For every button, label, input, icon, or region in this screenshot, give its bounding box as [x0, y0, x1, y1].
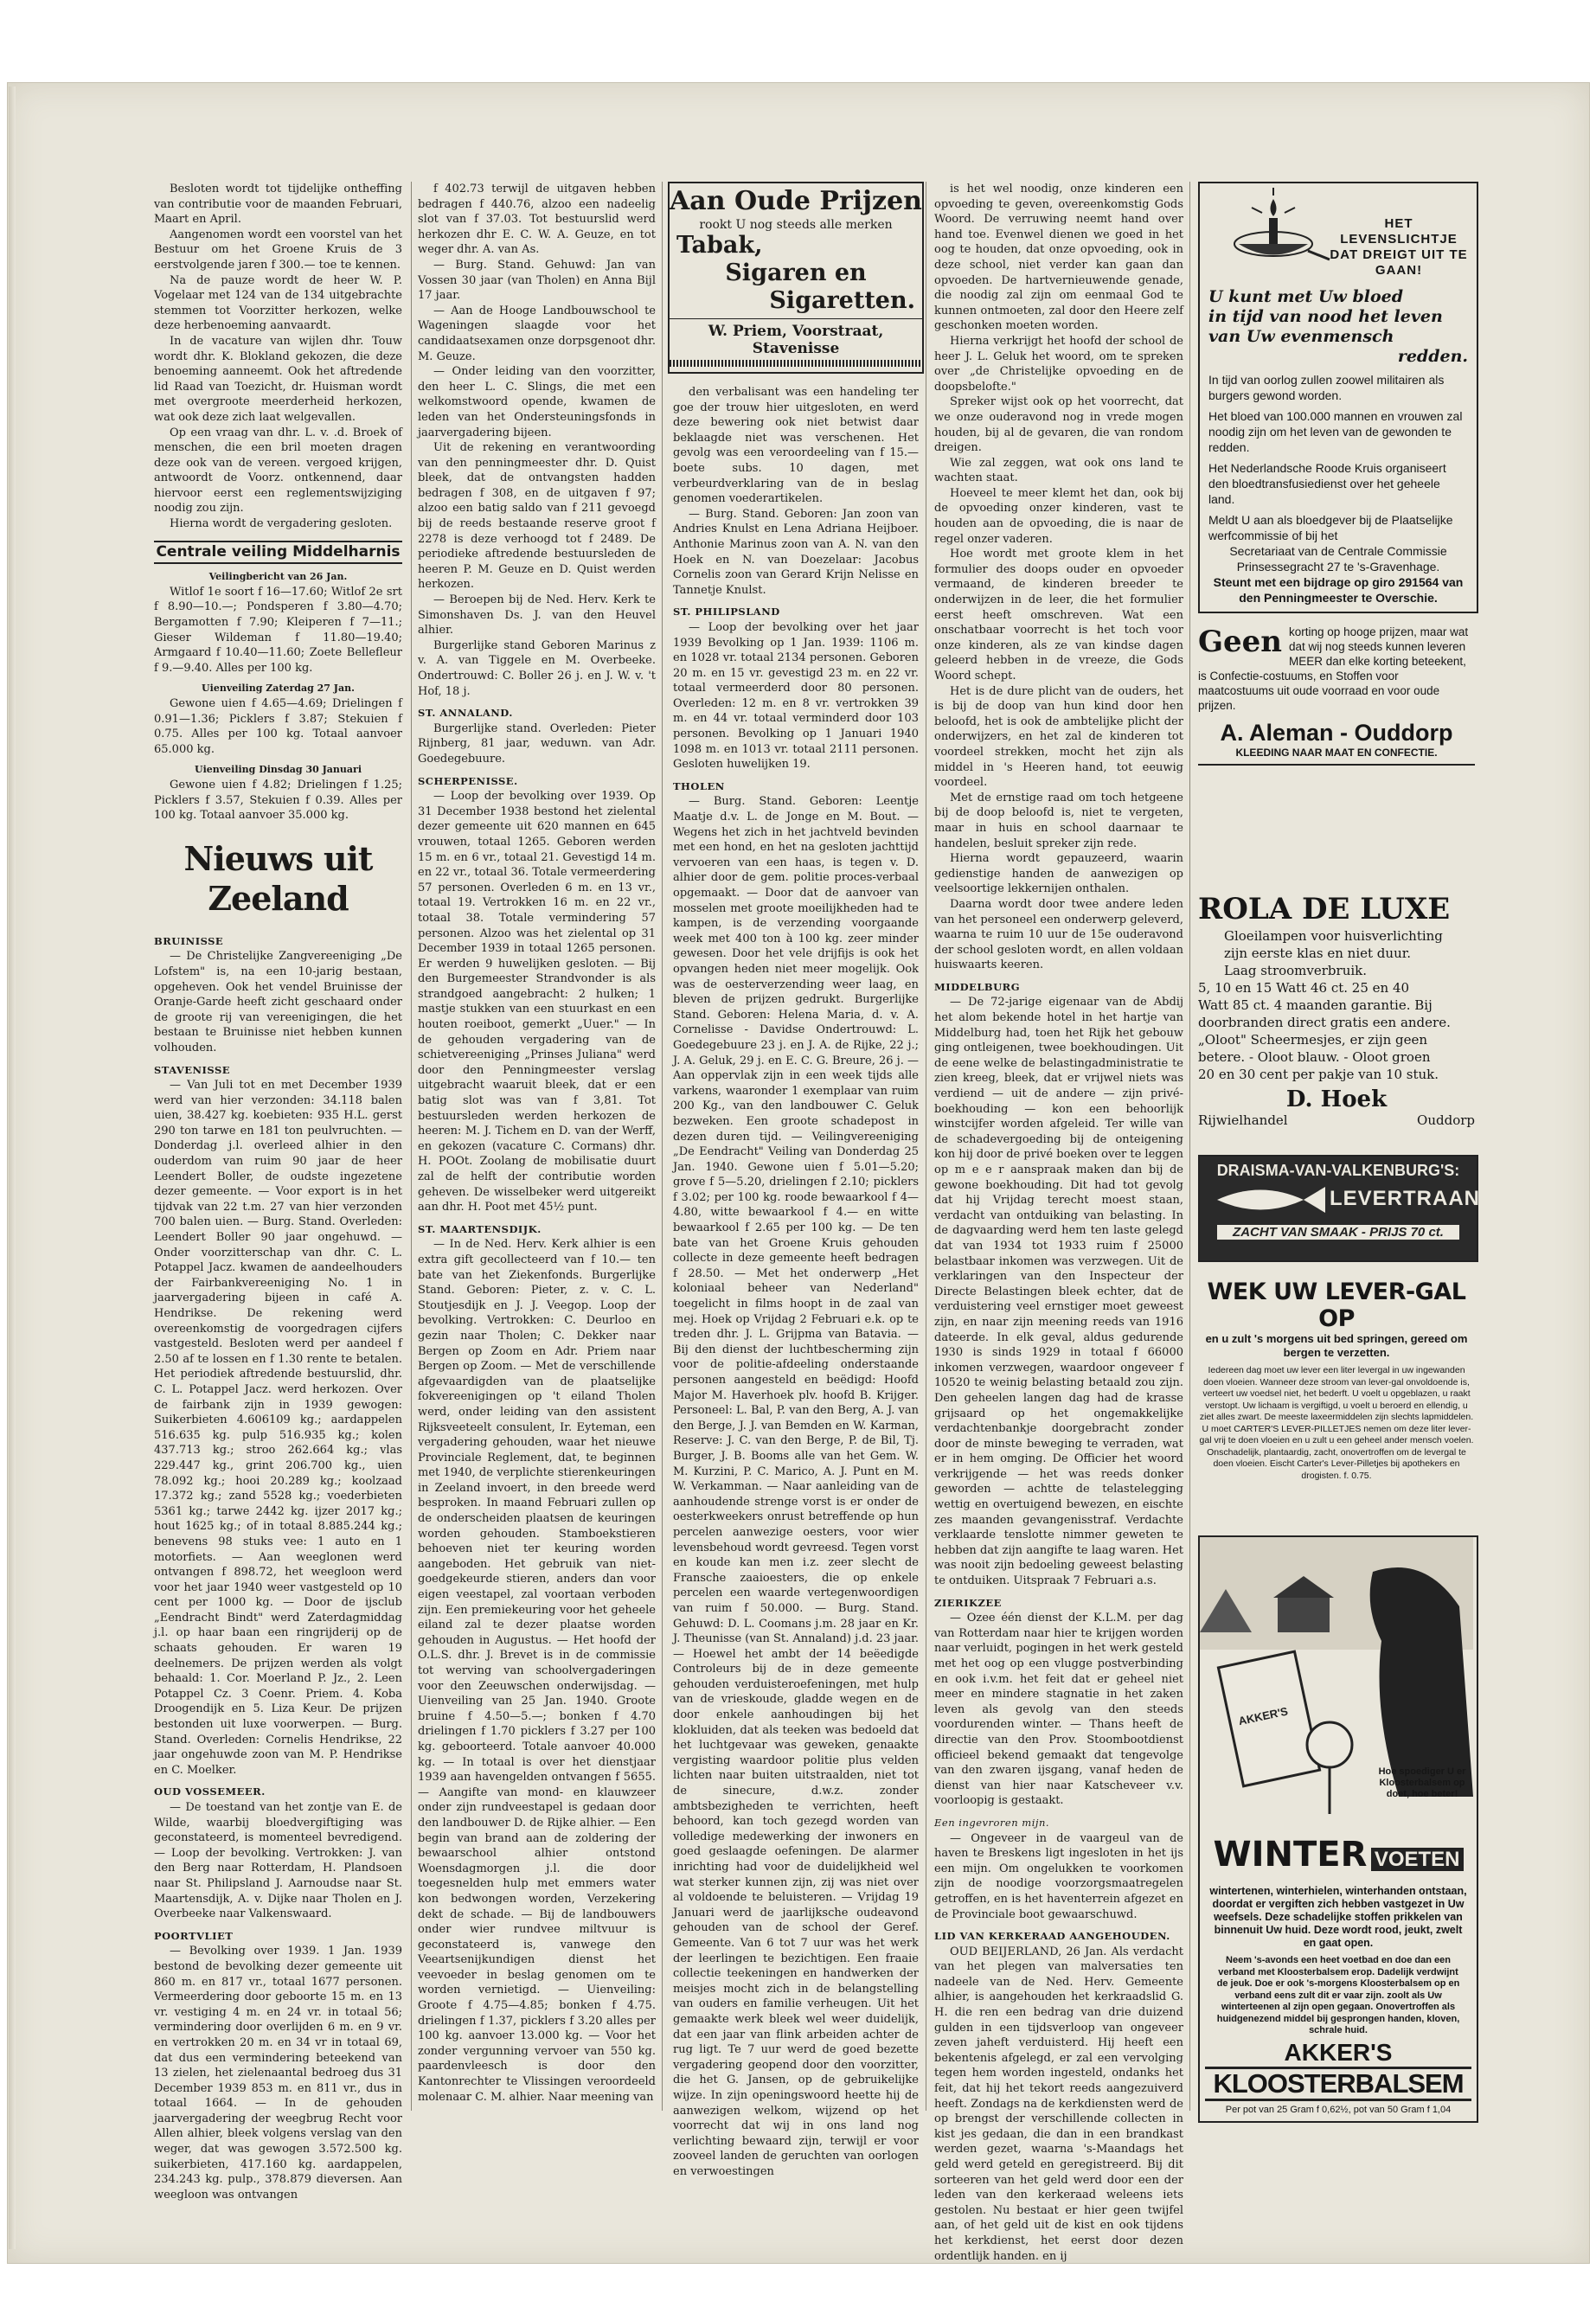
section-headline: Nieuws uit Zeeland: [183, 838, 373, 918]
paragraph: In de vacature van wijlen dhr. Touw wordt dhr. K. Blokland gekozen, die deze benoeming aanneemt. Ook het aftredende lid Raad van Toezicht, dr. Huisman wordt met overgroote meerderheid herkozen, wat ook deze zich laat welgevallen.: [154, 334, 402, 424]
ad-banner: HET LEVENSLICHTJE DAT DREIGT UIT TE GAAN!: [1330, 216, 1468, 278]
place-heading: BRUINISSE: [154, 934, 224, 947]
paragraph: Het is de dure plicht van de ouders, het is bij de doop van hun kind door hen beloofd, het is ook de ambtelijke plicht der onderwijzers, en het zal de kinderen tot voordeel strekken, mocht het zijn als middel in 's Heeren hand, tot eeuwig voordeel.: [934, 684, 1183, 790]
ad-text: wintertenen, winterhielen, winterhanden ontstaan, doordat er vergiften zich hebben vastgezet in Uw weefsels. Deze schadelijke stoffen prikkelen van binnenuit Uw huid. Deze wordt rood, jeukt, zwelt en gaat open.: [1209, 1885, 1467, 1949]
ad-line: Watt 85 ct. 4 maanden garantie. Bij: [1198, 997, 1433, 1013]
ad-text: Steunt met een bijdrage op giro 291564 van den Penningmeester te Overschie.: [1213, 575, 1464, 605]
ad-title: Geen: [1198, 625, 1283, 659]
paragraph: Met de ernstige raad om toch hetgeene bij de doop beloofd is, niet te vergeten, maar in huis en school daarnaar te handelen, besluit spreker zijn rede.: [934, 791, 1183, 850]
column-rule: [662, 182, 663, 2111]
place-heading: Een ingevroren mijn.: [934, 1816, 1050, 1829]
ad-subtitle: en u zult 's morgens uit bed springen, gereed om bergen te verzetten.: [1205, 1332, 1468, 1359]
paragraph: — Burg. Stand. Gehuwd: Jan van Vossen 30 jaar (van Tholen) en Anna Bijl 17 jaar.: [418, 258, 656, 303]
paragraph: Burgerlijke stand. Overleden: Pieter Rijnberg, 81 jaar, weduwn. van Adr. Goedegebuure.: [418, 721, 656, 766]
paragraph: — De Christelijke Zangvereeniging „De Lofstem" is, na een 10-jarig bestaan, opgeheven. Ook het vendel Bruinisse der Oranje-Garde heeft zicht geschaard onder de groote rij van vereenigingen, die het bestaan te Bruinisse niet hebben kunnen volhouden.: [154, 950, 402, 1054]
paragraph: Wie zal zeggen, wat ook ons land te wachten staat.: [934, 456, 1183, 485]
ad-footer: W. Priem, Voorstraat, Stavenisse: [670, 318, 922, 357]
paragraph: Spreker wijst ook op het voorrecht, dat we onze ouderavond nog in vrede mogen houden, bij al de gevaren, die van rondom dreigen.: [934, 395, 1183, 455]
paragraph: — De toestand van het zontje van E. de Wilde, waarbij bloedvergiftiging was geconstateerd, is momenteel bevredigend. — Loop der bevolking. Vertrokken: J. van den Berg naar Rotterdam, H. Plandsoen naar St. Philipsland J. Aarnoudse naar St. Maartensdijk, A. v. Dijke naar Tholen en J. Overbeeke naar Valkenswaard.: [154, 1801, 402, 1921]
ad-title: Aan Oude Prijzen: [670, 186, 922, 216]
paragraph: Hierna wordt de vergadering gesloten.: [170, 517, 393, 531]
ad-brand: LEVERTRAAN: [1330, 1187, 1481, 1210]
ad-line: 20 en 30 cent per pakje van 10 stuk.: [1198, 1067, 1439, 1082]
ad-text: Secretariaat van de Centrale Commissie: [1229, 544, 1447, 558]
ad-voeten: VOETEN: [1371, 1848, 1464, 1871]
ad-aleman: [1198, 625, 1475, 871]
paragraph: — Aan de Hooge Landbouwschool te Wageningen slaagde voor het candidaatsexamen onze dorpsgenoot dhr. M. Geuze.: [418, 304, 656, 363]
place-heading: ZIERIKZEE: [934, 1596, 1002, 1609]
ad-line: 5, 10 en 15 Watt 46 ct. 25 en 40: [1198, 980, 1410, 996]
column-3: [673, 385, 919, 2178]
paragraph: — Loop der bevolking over 1939. Op 31 December 1938 bestond het zielental dezer gemeente uit 620 mannen en 645 vrouwen, totaal 1265. Geboren werden 15 m. en 6 vr., totaal 21. Gevestigd 14 m. en 22 vr., totaal 36. Totale vermeerdering 57 personen. Overleden 6 m. en 13 vr., totaal 19. Vertrokken 16 m. en 22 vr., totaal 38. Totale vermindering 57 personen. Alzoo was het zielental op 31 December 1939 in totaal 1265 personen. Er werden 9 huwelijken gesloten. — Bij den Burgemeester Strandvonder is als strandgoed aangebracht: 2 hulken; 1 mastje stukken van een stuurkast en een houten roeiboot, gemerkt „Uuer." — In de gehouden vergadering van de schietvereeniging „Prinses Juliana" werd door den Penningmeester verslag uitgebracht waaruit bleek, dat er een batig slot was van f 3,81. Tot bestuursleden werden herkozen de heeren: M. J. Tichem en D. van der Werff, en gekozen (vacature C. Cormans) dhr. H. POOt. Zoolang de mobilisatie duurt zal de helft der contributie worden geheven. De wisselbeker werd uitgereikt aan dhr. H. Poot met 45½ punt.: [418, 790, 656, 1215]
ad-text: Prinsessegracht 27 te 's-Gravenhage.: [1236, 560, 1440, 574]
place-heading: LID VAN KERKERAAD AANGEHOUDEN.: [934, 1930, 1170, 1943]
paragraph: — Burg. Stand. Geboren: Leentje Maatje d.v. L. de Jonge en M. Bout. — Wegens het zich in het jachtveld bevinden met een hond, en het na gesloten jachttijd vervoeren van een haas, is tegen v. D. alhier door de gem. politie proces-verbaal opgemaakt. — Door dat de aanvoer van mosselen met groote moeilijkheden had te kampen, is de verzending voorgaande week met 400 ton à 100 kg. zeer minder gewesen. Door het vele drijfijs is ook het opvangen heden niet meer mogelijk. Ook was de oesterverzending weer laag, en bleven de prijzen gedrukt. Burgerlijke Stand. Geboren: Helena Maria, d. v. A. Cornelisse - Davidse Ondertrouwd: L. Goedegebuure 23 j. en J. A. de Rijke, 22 j.; J. A. Geluk, 29 j. en E. C. G. Breure, 26 j. — Aan oppervlak zijn in een week tijds alle varkens, waaronder 1 exemplaar van ruim 200 Kg., van den landbouwer C. Geluk bezweken. Een groote schadepost in dezen duren tijd. — Veilingvereeniging „De Eendracht" Veiling van Donderdag 25 Jan. 1940. Gewone uien f 5.01—5.20; grove f 5—5.20, drielingen f 2.10; picklers f 3.02; per 100 kg. roode bewaarkool f 4—4.80, witte bewaarkool f 4.— en witte bewaarkool f 2.65 per 100 kg. — De ten bate van het Groene Kruis gehouden collecte in deze gemeente heeft bedragen f 28.50. — Met het onderwerp „Het koloniaal beheer van Nederland" toegelicht in films hoopt in de zaal van mej. Hoek op Vrijdag 2 Februari e.k. op te treden dhr. J. L. Grijpma van Batavia. — Bij den dienst der luchtbescherming zijn voor de politie-afdeeling onderstaande personen aangesteld en beëdigd: Hoofd Major M. Haverhoek plv. hoofd B. Krijger. Personeel: L. Bal, P. van den Berg, A. J. van den Berge, J. J. van Bemden en W. Karman, Reserve: J. C. van den Berge, P. de Bil, Tj. Burger, J. B. Booms alle van het Gem. W. M. Kurzini, P. C. Marico, A. J. Punt en M. W. Verkamman. — Naar aanleiding van de aanhoudende strenge vorst is er onder de oesterkweekers onrust betreffende op hun percelen aanwezige oesters, voor wier levensbehoud wordt gevreesd. Tegen vorst en koude kan men i.z. zeer slecht de Fransche zaaioesters, die op enkele percelen een waarde vertegenwoordigen van ruim f 50.000. — Burg. Stand. Gehuwd: D. L. Coomans j.m. 28 jaar en Kr. J. Theunisse (van St. Annaland) j.d. 23 jaar. — Hoewel het ambt der 14 beëedigde Controleurs bij de in deze gemeente gehouden verduisteroefeningen, met hulp van de vrieskoude, gladde wegen en de door enkele aanhoudingen bij het klokluiden, dat als teeken was bedoeld dat het luchtgevaar was geweken, genaakte vergisting waardoor politie plus velden lichten naar buiten uitstraalden, niet tot de sinecure, d.w.z. zonder ambtsbezigheden te verrichten, heeft behoord, kan toch gezegd worden van volledige medewerking der inwoners en goed geslaagde oefeningen. De alarmer inrichting had voor de duidelijkheid wel wat sterker kunnen zijn, zij was niet over al voldoende te beluisteren. — Vrijdag 19 Januari werd de jaarlijksche oudeavond gehouden van de school der Geref. Gemeente. Van 6 tot 7 uur was het werk der leerlingen te bezichtigen. Een fraaie collectie teekeningen en handwerken der meisjes mocht zich in de belangstelling van ouders en familie verheugen. Uit het gemaakte werk bleek wel weer duidelijk, dat een jaar van flink arbeiden achter de rug ligt. Te 7 uur werd de goed bezette vergadering geopend door den voorzitter, die het G. Jansen, op de gebruikelijke wijze. In zijn openingswoord heette hij de aanwezigen welkom, wijzend op het voorrecht dat wij in ons land nog verlichting bewaard zijn, terwijl er voor zooveel landen de geruchten van oorlogen en verwoestingen: [673, 795, 919, 2178]
ad-brand: AKKER'S: [1284, 2038, 1393, 2066]
ad-line: betere. - Oloot blauw. - Oloot groen: [1198, 1049, 1431, 1065]
ad-name: D. Hoek: [1285, 1086, 1388, 1112]
ad-line: zijn eerste klas en niet duur.: [1224, 945, 1412, 961]
paragraph: Daarna wordt door twee andere leden van het personeel een onderwerp geleverd, waarna te ruim 10 uur de 15e ouderavond der school gesloten wordt, en allen voldaan huiswaarts keeren.: [934, 897, 1183, 972]
ad-script-line: U kunt met Uw bloed: [1208, 287, 1404, 306]
paragraph: — Loop der bevolking over het jaar 1939 Bevolking op 1 Jan. 1939: 1106 m. en 1028 vr. totaal 2134 personen. Geboren 20 m. en 15 vr. gevestigd 23 m. en 22 vr. totaal vermeerderd door 80 personen. Overleden: 12 m. en 8 vr. vertrokken 39 m. en 44 vr. totaal verminderd door 103 personen. Bevolking op 1 Januari 1940 1098 m. en 1013 vr. totaal 2111 personen. Gesloten huwelijken 19.: [673, 620, 919, 772]
ad-line: Gloeilampen voor huisverlichting: [1224, 928, 1443, 944]
paragraph: Gewone uien f 4.65—4.69; Drielingen f 0.91—1.36; Picklers f 3.87; Stekuien f 0.75. Alles per 100 kg. Totaal aanvoer 65.000 kg.: [154, 697, 402, 756]
paragraph: — Van Juli tot en met December 1939 werd van hier verzonden: 34.118 balen uien, 38.427 kg. koebieten: 935 H.L. gerst 290 ton tarwe en 181 ton peulvruchten. — Donderdag j.l. overleed alhier in den ouderdom van ruim 90 jaar de heer Leendert Boller, de oudste ingezetene dezer gemeente. — Voor export is in het tijdvak van 22 t.m. 27 van hier verzonden 700 balen uien. — Burg. Stand. Overleden: Leendert Boller 90 jaar ongehuwd. — Onder voorzitterschap van dhr. C. L. Potappel Jacz. kwamen de aandeelhouders der Fairbankvereeniging No. 1 in jaarvergadering bijeen in café A. Hendrikse. De rekening werd overeenkomstig de voorgedragen cijfers vastgesteld. Besloten werd per aandeel f 2.50 af te lossen en f 1.30 rente te betalen. Het periodiek aftredende bestuurslid, dhr. C. L. Potappel Jacz. werd herkozen. Over de fairbank zijn in 1939 gewogen: Suikerbieten 4.606109 kg.; aardappelen 516.635 kg. pulp 516.935 kg.; kolen 437.713 kg.; stroo 262.664 kg.; vlas 229.447 kg., grint 206.700 kg., uien 78.092 kg.; hooi 20.289 kg.; koolzaad 17.372 kg.; zand 5528 kg.; voederbieten 5361 kg.; tarwe 2442 kg. ijzer 2017 kg.; hout 1625 kg.; of in totaal 8.885.244 kg.; benevens 98 stuks vee: 1 auto en 1 motorfiets. — Aan weeglonen werd ontvangen f 898.72, het weegloon werd voor het jaar 1940 weer vastgesteld op 10 cent per 1000 kg. — Door de ijsclub „Eendracht Bindt" werd Zaterdagmiddag j.l. op haar baan een ringrijderij op de schaats gehouden. Er waren 19 deelnemers. De prijzen werden als volgt behaald: 1. Cor. Moerland P. Jz., 2. Leen Potappel Cz. 3 Coenr. Priem. 4. Koba Droogendijk en 5. Liza Keur. De prijzen bestonden uit luxe voorwerpen. — Burg. Stand. Overleden: Cornelis Hendrikse, 22 jaar ongehuwde zoon van M. P. Hendrikse en C. Moelker.: [154, 1079, 402, 1777]
column-1: [154, 182, 402, 2202]
ad-text: Iedereen dag moet uw lever een liter levergal in uw ingewanden doen vloeien. Wanneer deze stroom van lever-gal onvoldoende is, verteert uw voedsel niet, het bederft. U voelt u opgeblazen, u raakt verstopt. Uw lichaam is vergiftigd, u voelt u beroerd en ellendig, u ziet alles zwart. De meeste laxeermiddelen zijn slechts lapmiddelen. U moet CARTER'S LEVER-PILLETJES nemen om deze liter lever-gal vrij te doen vloeien en u zult u een geheel ander mensch voelen. Onschadelijk, plantaardig, zacht, onovertroffen om de levergal te doen vloeien. Eischt Carter's Lever-Pilletjes bij apothekers en drogisten. f. 0.75.: [1199, 1365, 1474, 1481]
ad-winter: WINTER: [1213, 1835, 1368, 1875]
paragraph: — Onder leiding van den voorzitter, den heer L. C. Slings, die met een welkomstwoord opende, kwamen de leden van het Ondersteuningsfonds in jaarvergadering bijeen.: [418, 365, 656, 439]
divider: [1198, 764, 1475, 766]
paragraph: Burgerlijke stand Geboren Marinus z v. A. van Tiggele en M. Overbeeke. Ondertrouwd: C. Boller 26 j. en J. W. v. 't Hof, 18 j.: [418, 638, 656, 698]
column-rule: [411, 182, 412, 2111]
svg-text:AKKER'S: AKKER'S: [1237, 1704, 1290, 1728]
paragraph: Uit de rekening en verantwoording van den penningmeester dhr. D. Quist bleek, dat de ontvangsten hadden bedragen f 308, en de uitgaven f 97; alzoo een batig saldo van f 211 gevoegd bij de reeds bestaande reserve groot f 2278 is deze verhoogd tot f 2489. De periodieke aftredende bestuursleden de heeren P. M. Geuze en D. Quist werden herkozen.: [418, 441, 656, 592]
ad-name: A. Aleman - Ouddorp: [1220, 720, 1453, 746]
paragraph: Witlof 1e soort f 16—17.60; Witlof 2e srt f 8.90—10.—; Pondsperen f 3.80—4.70; Bergamotten f 7.90; Kleiperen f 7—11.; Gieser Wildeman f 11.80—19.40; Armgaard f 10.40—11.60; Zoete Bellefleur f 9.—9.40. Alles per 100 kg.: [154, 585, 402, 675]
ad-footer-left: Rijwielhandel: [1198, 1112, 1288, 1128]
place-heading: OUD VOSSEMEER.: [154, 1785, 266, 1798]
ad-line: rookt U nog steeds alle merken: [699, 218, 893, 232]
paragraph: Na de pauze wordt de heer W. P. Vogelaar met 124 van de 134 uitgebrachte stemmen tot Voorzitter herkozen, welke deze herbenoeming aanvaardt.: [154, 273, 402, 333]
paragraph: — In de Ned. Herv. Kerk alhier is een extra gift gecollecteerd van f 10.— ten bate van het Ziekenfonds. Burgerlijke Stand. Geboren: Pieter, z. v. C. L. Stoutjesdijk en J. J. Veegop. Loop der bevolking. Vertrokken: C. Deurloo en gezin naar Tholen; C. Dekker naar Bergen op Zoom en Adr. Priem naar Bergen op Zoom. — Met de verschillende afgevaardigden van de plaatselijke fokvereenigingen op 't eiland Tholen werd, onder leiding van den assistent Rijksveeteelt consulent, Ir. Eyteman, een vergadering gehouden, waar het nieuwe Provinciale Reglement, dat, te beginnen met 1940, de verplichte stierenkeuringen in Zeeland invoert, in den breede werd besproken. In maand Februari zullen op de onderscheiden plaatsen de keuringen worden gehouden. Stamboekstieren behoeven niet ter keuring worden aangeboden. Het gebruik van niet-goedgekeurde stieren, anders dan voor eigen veestapel, zal voortaan verboden zijn. Een premiekeuring voor het geheele eiland zal te dezer plaatse worden gehouden in Augustus. — Het hoofd der O.L.S. dhr. J. Brevet is in de commissie tot werving van schoolvergaderingen voor den Zeeuwschen onderwijsdag. — Uienveiling van 25 Jan. 1940. Groote bruine f 4.50—5.—; bonken f 4.70 drielingen f 1.70 picklers f 3.27 per 100 kg. geboorteerd. Totale aanvoer 40.000 kg. — In totaal is over het dienstjaar 1939 aan havengelden ontvangen f 5655. — Aangifte van mond- en klauwzeer onder zijn rundveestapel is gedaan door den landbouwer D. de Rijke alhier. — Een begin van brand aan de zoldering der bewaarschool alhier ontstond Woensdagmorgen j.l. die door toegesnelden hulp met emmers water kon bedwongen worden, Verzekering dekt de schade. — Bij de landbouwers onder wier rundvee miltvuur is geconstateerd is, vanwege den Veeartsenijkundigen dienst het veevoeder in beslag genomen om te worden vernietigd. — Uienveiling: Groote f 4.75—4.85; bonken f 4.75. drielingen f 1.37, picklers f 3.20 alles per 100 kg. aanvoer 13.000 kg. — Voor het zonder vergunning vervoer van 550 kg. paardenvleesch is door den Kantonrechter te Vlissingen veroordeeld molenaar C. M. alhier. Naar meening van: [418, 1238, 656, 2104]
paragraph: — Burg. Stand. Geboren: Jan zoon van Andries Knulst en Lena Adriana Heijboer. Anthonie Marinus zoon van A. N. van den Hoek en N. van Doezelaar: Jacobus Cornelis zoon van Gerard Krijn Nelisse en Tannetje Knulst.: [673, 507, 919, 597]
ad-line: Laag stroomverbruik.: [1224, 963, 1368, 978]
ad-title: ROLA DE LUXE: [1198, 892, 1451, 926]
place-heading: ST. ANNALAND.: [418, 707, 513, 720]
ad-carters: [1198, 1279, 1475, 1516]
ad-brand: KLOOSTERBALSEM: [1205, 2067, 1471, 2101]
page-edge: [9, 87, 16, 2249]
veiling-subhead: Veilingbericht van 26 Jan.: [208, 571, 348, 583]
paragraph: Hierna verkrijgt het hoofd der school de heer J. L. Geluk het woord, om te spreken over „de Christelijke opvoeding en de doopsbelofte.": [934, 334, 1183, 394]
veiling-subhead: Uienveiling Dinsdag 30 Januari: [194, 764, 362, 776]
ad-footer: Per pot van 25 Gram f 0,62½, pot van 50 Gram f 1,04: [1225, 2104, 1452, 2115]
ad-line: Sigaren en: [725, 260, 867, 286]
paragraph: Hoe wordt met groote klem in het formulier des doops ouder en opvoeder vermaand, de kinderen breeder te onderwijzen in de leer, die het formulier eerst heeft omschreven. Wat een onschatbaar voorrecht is het toch voor onze kinderen, als ze van kindse dagen geleerd hebben in de vreeze, die Gods Woord schept.: [934, 548, 1183, 683]
place-heading: POORTVLIET: [154, 1929, 234, 1942]
place-heading: SCHERPENISSE.: [418, 774, 518, 787]
paragraph: — Beroepen bij de Ned. Herv. Kerk te Simonshaven Ds. J. van den Heuvel alhier.: [418, 593, 656, 638]
ad-text: In tijd van oorlog zullen zoowel militairen als burgers gewond worden.: [1208, 373, 1445, 402]
ad-script-line: in tijd van nood het leven: [1208, 307, 1443, 326]
ad-script-line: van Uw evenmensch: [1208, 327, 1394, 346]
place-heading: STAVENISSE: [154, 1063, 231, 1076]
place-heading: ST. PHILIPSLAND: [673, 606, 780, 619]
ad-footer-right: Ouddorp: [1417, 1112, 1475, 1128]
paragraph: — Ozee één dienst der K.L.M. per dag van Rotterdam naar hier te krijgen worden naar verluidt, pogingen in het werk gesteld met het oog op een vlugge postverbinding en ook i.v.m. het feit dat er geheel niet meer en mindere stagnatie in het zaken leven als gevolg van den steeds voordurenden winter. — Thans heeft de directie van den Prov. Stoombootdienst officieel bekend gemaakt dat tengevolge van den zwaren ijsgang, vanaf heden de dienst van hier naar Katscheveer v.v. voorloopig is gestaakt.: [934, 1612, 1183, 1808]
place-heading: MIDDELBURG: [934, 980, 1021, 993]
paragraph: Op een vraag van dhr. L. v. .d. Broek of menschen, die een bril moeten dragen deze ook van de vereen. vergoed krijgen, antwoordt de Voorz. ontkennend, daar hiervoor eerst een reglementswijziging noodig zou zijn.: [154, 426, 402, 516]
paragraph: — De 72-jarige eigenaar van de Abdij het alom bekende hotel in het hartje van Middelburg had, toen het Rijk het gebouw ging ontleigenen, twee boekhoudingen. Uit de eene welke de belastingadministratie te zien kreeg, bleek, dat er vrijwel niets was verdiend — uit de andere — zijn privé-boekhouding — kon een behoorlijk winstcijfer worden afgeleid. Ter wille van de schadevergoeding bij de onteigening kon hij door de privé boeken over te leggen op m e e r aanspraak maken dan bij de gewone boekhouding. Dit had tot gevolg dat hij Vrijdag terecht moest staan, verdacht van ontduiking van belasting. In de dagvaarding werd hem ten laste gelegd dat van 1934 tot 1933 ruim f 25000 belastbaar inkomen was verzwegen. Uit de verklaringen van den Inspecteur der Directe Belastingen bleek echter, dat de verduistering veel ernstiger moet geweest zijn, en naar zijn meening reeds van 1916 dateerde. In elk geval, aldus gedurende 1930 is sinds 1929 in totaal f 66000 inkomen verzwegen, waardoor ongeveer f 10520 te weinig belasting betaald zou zijn. Den geheelen langen dag had de krasse grijsaard op het ongemakkelijke verdachtenbankje doorgebracht zonder door de minste beweging te verraden, wat er in hem omging. De Officier het woord verkrijgende — het was reeds donker geworden — achtte de telastelegging wettig en overtuigend bewezen, en eischte zes maanden gevangenisstraf. Verdachte verklaarde tenslotte nimmer geweten te hebben dat zijn aangifte te laag waren. Het was nooit zijn bedoeling geweest belasting te ontduiken. Uitspraak 7 Februari a.s.: [934, 996, 1183, 1588]
ad-rola: [1198, 891, 1475, 1133]
ad-text: Het Nederlandsche Roode Kruis organiseert den bloedtransfusiedienst over het geheele land.: [1208, 461, 1446, 506]
column-rule: [1189, 182, 1190, 2111]
paragraph: f 402.73 terwijl de uitgaven hebben bedragen f 440.76, alzoo een nadeelig slot van f 37.03. Tot bestuurslid werd herkozen dhr E. C. W. A. Geuze, en tot weger dhr. A. van As.: [418, 183, 656, 257]
ad-title: WEK UW LEVER-GAL OP: [1207, 1279, 1466, 1332]
paragraph: Hoeveel te meer klemt het dan, ook bij de opvoeding onzer kinderen, vast te houden aan de opvoeding, die is naar de regel onzer vaderen.: [934, 486, 1183, 546]
paragraph: den verbalisant was een handeling ter goe der trouw hier uitgesloten, en werd deze bewering ook niet betwist daar beklaagde niet was verschenen. Het gevolg was een veroordeeling van f 15.— boete subs. 10 dagen, met verbeurdverklaring van de in beslag genomen voederartikelen.: [673, 386, 919, 506]
place-heading: THOLEN: [673, 779, 725, 792]
ad-levertraan: [1198, 1155, 1481, 1262]
ad-illustration: [1200, 1537, 1477, 1836]
veiling-headline: Centrale veiling Middelharnis: [154, 541, 402, 565]
decorative-band: [670, 360, 922, 367]
ad-line: doorbranden direct gratis een andere.: [1198, 1015, 1451, 1030]
ad-text: Meldt U aan als bloedgever bij de Plaatselijke werfcommissie of bij het: [1208, 513, 1453, 542]
paragraph: Gewone uien f 4.82; Drielingen f 1.25; Picklers f 3.57, Stekuien f 0.39. Alles per 100 kg. Totaal aanvoer 35.000 kg.: [154, 778, 402, 823]
ad-red-cross: [1198, 182, 1478, 613]
ad-text: Neem 's-avonds een heet voetbad en doe dan een verband met Kloosterbalsem erop. Dadelijk verdwijnt de jeuk. Doe er ook 's-morgens Kloosterbalsem op en verband eens zult dit er vaar zijn. zoolt als Uw winterteenen al zijn open gegaan. Onovertroffen als huidgenezend middel bij gesprongen handen, kloven, schrale huid.: [1216, 1955, 1460, 2035]
paragraph: — Ongeveer in de vaargeul van de haven te Breskens ligt ingesloten in het ijs een mijn. Om ongelukken te voorkomen zijn de noodige voorzorgsmaatregelen getroffen, en is het haventerrein afgezet en de Provinciale boot gewaarschuwd.: [934, 1831, 1183, 1921]
paragraph: — Bevolking over 1939. 1 Jan. 1939 bestond de bevolking dezer gemeente uit 860 m. en 817 vr., totaal 1677 personen. Vermeerdering door geboorte 15 m. en 13 vr. vestiging 4 m. en 24 vr. in totaal 56; vermindering door overlijden 6 m. en 9 vr. en vertrokken 20 m. en 34 vr in totaal 69, dat dus een vermindering beteekend van 13 zielen, het zielenaantal bedroeg dus 31 December 1939 853 m. en 811 vr., dus in totaal 1664. — In de gehouden jaarvergadering der weegbrug Recht voor Allen alhier, bleek volgens verslag van den weger, dat was gewogen 3.572.500 kg. suikerbieten, 417.160 kg. aardappelen, 234.243 kg. pulp., 378.879 dieversen. Aan weegloon was ontvangen: [154, 1945, 402, 2202]
ad-script-line: redden.: [1397, 347, 1468, 366]
place-heading: ST. MAARTENSDIJK.: [418, 1222, 542, 1235]
ad-line: Sigaretten.: [769, 287, 915, 314]
column-4: [934, 182, 1183, 2263]
column-2: [418, 182, 656, 2115]
ad-text: korting op hooge prijzen, maar wat dat wij nog steeds kunnen leveren MEER dan elke korting beteekent, is Confectie-costuums, en Stoffen voor maatcostuums uit oude voorraad en voor oude prijzen.: [1198, 625, 1469, 712]
paragraph: Hierna wordt gepauzeerd, waarin gedienstige handen de aanwezigen op veelsoortige lekkernijen onthalen.: [934, 852, 1183, 896]
paragraph: is het wel noodig, onze kinderen een opvoeding te geven, overeenkomstig Gods Woord. De verruwing neemt hand over hand toe. Evenwel dienen we goed in het oog te houden, dat onze opvoeding, ook in deze school, niet verder kan gaan dan opvoeden. De hartvernieuwende genade, die noodig zal zijn om eenmaal God te kunnen ontmoeten, zal door den Heere zelf geschonken moeten worden.: [934, 183, 1183, 333]
veiling-subhead: Uienveiling Zaterdag 27 Jan.: [202, 683, 355, 695]
paragraph: Besloten wordt tot tijdelijke ontheffing van contributie voor de maanden Februari, Maart en April.: [154, 183, 402, 227]
ad-line: Tabak,: [676, 232, 763, 259]
paragraph: OUD BEIJERLAND, 26 Jan. Als verdacht van het plegen van malversaties ten nadeele van de Ned. Herv. Gemeente alhier, is aangehouden het kerkraadslid G. H. die ren een bedrag van drie duizend gulden in een tijdsverloop van ongeveer zeven jaheft verduisterd. Hij heeft een bekentenis afgelegd, er zal een vervolging tegen hem worden ingesteld, ondanks het feit, dat hij het tekort reeds aangezuiverd heeft. Zondags na de kerkdiensten werd de op brengst der verschillende collecten in kist jes gedaan, die dan in een brandkast werden gezet, waarna 's-Maandags het geld werd geteld en geregistreerd. Bij dit sorteeren van het geld werd door een der leden van den kerkeraad weleens iets gestolen. Nu bestaat er hier geen twijfel aan, of het geld uit de kist en ook tijdens het kerkdienst, het eerst door dezen ordentlijk handen. en ij: [934, 1945, 1183, 2263]
ad-akkers: [1198, 1535, 1478, 2123]
ad-bubble: Hoe spoediger U er Kloosterbalsem op doet, hoe beter!: [1378, 1766, 1466, 1799]
ad-line: „Oloot" Scheermesjes, er zijn geen: [1198, 1032, 1428, 1048]
ad-subline: KLEEDING NAAR MAAT EN CONFECTIE.: [1235, 747, 1438, 759]
ad-text: Het bloed van 100.000 mannen en vrouwen zal noodig zijn om het leven van de gewonden te redden.: [1208, 409, 1463, 454]
ad-line: DRAISMA-VAN-VALKENBURG'S:: [1216, 1162, 1460, 1179]
ad-priem: [668, 182, 924, 374]
ad-line: ZACHT VAN SMAAK - PRIJS 70 ct.: [1217, 1225, 1459, 1240]
ad-illustration: [1200, 183, 1477, 287]
paragraph: Aangenomen wordt een voorstel van het Bestuur om het Groene Kruis de 3 eerstvolgende jaren f 300.— toe te kennen.: [154, 228, 402, 272]
